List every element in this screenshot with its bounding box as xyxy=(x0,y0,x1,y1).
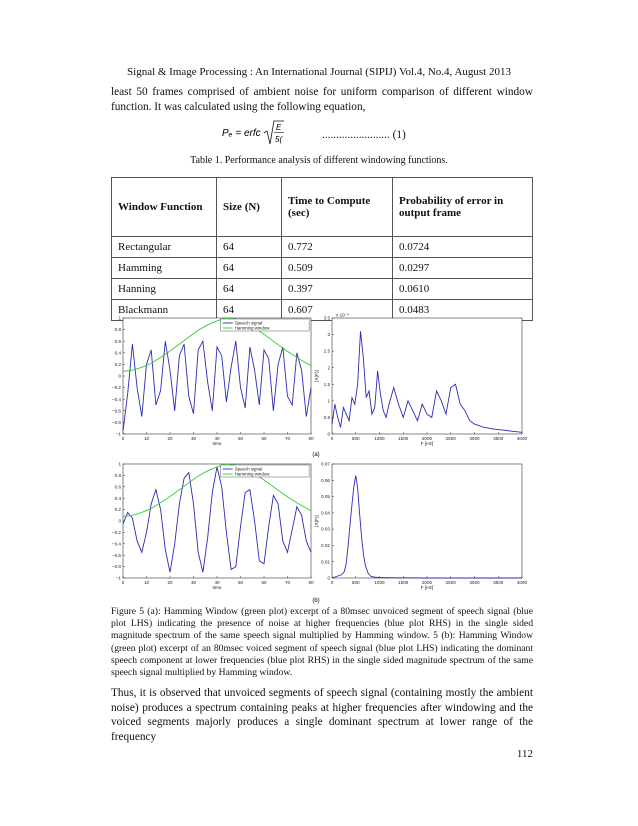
y-tick-label: 1 xyxy=(118,461,121,467)
x-tick-label: 3000 xyxy=(469,580,480,585)
x-tick-label: 1500 xyxy=(398,436,409,441)
x-tick-label: 20 xyxy=(167,436,173,441)
y-tick-label: 0.8 xyxy=(114,327,121,333)
cell-time: 0.509 xyxy=(282,258,393,279)
y-tick-label: 0.05 xyxy=(321,494,330,500)
y-axis-label: |X(F)| xyxy=(315,515,320,527)
figure-5 xyxy=(111,312,531,604)
y-tick-label: 1 xyxy=(327,398,330,404)
y-tick-label: −0.2 xyxy=(111,385,121,391)
x-tick-label: 0 xyxy=(121,436,125,441)
col-time: Time to Compute (sec) xyxy=(282,178,393,237)
x-tick-label: 500 xyxy=(351,580,360,585)
subfig-b-label: (b) xyxy=(312,598,320,604)
x-tick-label: 3500 xyxy=(493,580,504,585)
col-window-function: Window Function xyxy=(112,178,217,237)
x-tick-label: 2500 xyxy=(445,436,456,441)
y-tick-label: −1 xyxy=(115,431,121,437)
y-tick-label: −0.6 xyxy=(111,552,121,558)
x-axis-label: time xyxy=(212,586,222,591)
x-tick-label: 500 xyxy=(351,436,360,441)
y-tick-label: −0.6 xyxy=(111,408,121,414)
y-scale-label: x 10⁻³ xyxy=(336,312,349,318)
y-tick-label: 0.01 xyxy=(321,559,330,565)
x-axis-label: time xyxy=(212,442,222,447)
x-tick-label: 80 xyxy=(308,580,314,585)
y-tick-label: 0.2 xyxy=(114,362,121,367)
x-tick-label: 0 xyxy=(121,580,125,585)
x-tick-label: 20 xyxy=(167,580,173,585)
cell-prob: 0.0297 xyxy=(393,258,533,279)
x-tick-label: 60 xyxy=(261,580,267,585)
running-header: Signal & Image Processing : An International Journal (SIPIJ) Vol.4, No.4, August 2013 xyxy=(127,66,511,78)
equation-1 xyxy=(222,119,284,147)
x-tick-label: 1000 xyxy=(374,436,385,441)
performance-table xyxy=(111,177,533,321)
cell-time: 0.607 xyxy=(282,300,393,321)
y-tick-label: 2 xyxy=(327,365,330,371)
plot-b_freq xyxy=(314,462,528,591)
intro-paragraph: least 50 frames comprised of ambient noise for uniform comparison of different window function. It was calculated using the following equation, xyxy=(111,86,533,113)
x-tick-label: 4000 xyxy=(516,436,528,441)
x-tick-label: 60 xyxy=(261,436,267,441)
y-tick-label: −0.8 xyxy=(111,420,121,425)
x-axis-label: F [Hz] xyxy=(420,586,434,591)
cell-size: 64 xyxy=(217,279,282,300)
x-tick-label: 10 xyxy=(143,580,150,585)
y-tick-label: 0.4 xyxy=(114,350,121,356)
legend-hamming-label: Hamming window xyxy=(234,471,270,477)
plot-frame xyxy=(123,318,311,434)
cell-size: 64 xyxy=(217,258,282,279)
x-tick-label: 4000 xyxy=(516,580,528,585)
page-number: 112 xyxy=(516,748,533,760)
y-tick-label: 2.5 xyxy=(323,348,330,354)
x-tick-label: 3500 xyxy=(493,436,504,441)
x-tick-label: 1500 xyxy=(398,580,409,585)
y-tick-label: 3 xyxy=(327,332,330,338)
x-tick-label: 40 xyxy=(214,580,220,585)
y-tick-label: 0.8 xyxy=(114,473,121,478)
y-tick-label: 0.4 xyxy=(114,495,121,501)
cell-time: 0.397 xyxy=(282,279,393,300)
x-tick-label: 40 xyxy=(214,436,220,441)
y-tick-label: 0.03 xyxy=(321,526,330,532)
table-header-row xyxy=(112,178,533,237)
equation-lhs: Pₑ = erfc xyxy=(222,128,261,139)
cell-window: Rectangular xyxy=(112,237,217,258)
cell-prob: 0.0610 xyxy=(393,279,533,300)
y-tick-label: −0.4 xyxy=(111,396,121,402)
subfig-a-label: (a) xyxy=(312,452,320,458)
cell-window: Hanning xyxy=(112,279,217,300)
x-tick-label: 0 xyxy=(330,580,334,585)
y-tick-label: 0 xyxy=(327,575,330,581)
plot-frame xyxy=(123,464,311,578)
legend-speech-label: Speech signal xyxy=(234,466,263,472)
x-tick-label: 30 xyxy=(190,580,197,585)
legend-hamming-label: Hamming window xyxy=(234,325,270,331)
cell-prob: 0.0483 xyxy=(393,300,533,321)
cell-prob: 0.0724 xyxy=(393,237,533,258)
cell-time: 0.772 xyxy=(282,237,393,258)
col-probability: Probability of error in output frame xyxy=(393,178,533,237)
y-tick-label: 0.04 xyxy=(321,510,330,516)
x-tick-label: 2500 xyxy=(445,580,456,585)
plot-a_time xyxy=(112,316,314,447)
body-paragraph: Thus, it is observed that unvoiced segments of speech signal (containing mostly the ambient noise) produces a spectrum containing peaks at higher frequencies after windowing and the voiced segments majorly produces a single dominant spectrum at lower range of the frequency xyxy=(111,687,533,743)
col-size: Size (N) xyxy=(217,178,282,237)
x-tick-label: 0 xyxy=(330,436,334,441)
table-caption: Table 1. Performance analysis of different windowing functions. xyxy=(190,155,448,166)
equation-numerator: E xyxy=(276,123,282,132)
x-tick-label: 10 xyxy=(143,436,150,441)
y-tick-label: 0.6 xyxy=(114,484,121,490)
x-tick-label: 2000 xyxy=(421,580,433,585)
y-tick-label: 0 xyxy=(118,518,121,524)
x-axis-label: F [Hz] xyxy=(420,442,434,447)
x-tick-label: 80 xyxy=(308,436,314,441)
y-tick-label: 0 xyxy=(118,373,121,379)
legend-speech-label: Speech signal xyxy=(234,320,263,326)
table-row xyxy=(112,258,533,279)
cell-window: Blackmann xyxy=(112,300,217,321)
equation-number: ........................ (1) xyxy=(322,129,406,141)
y-axis-label: |X(F)| xyxy=(315,370,320,382)
y-tick-label: −1 xyxy=(115,575,121,581)
table-row xyxy=(112,237,533,258)
y-tick-label: 0.5 xyxy=(323,415,330,421)
y-tick-label: −0.2 xyxy=(111,530,121,535)
x-tick-label: 2000 xyxy=(421,436,433,441)
y-tick-label: −0.4 xyxy=(111,541,121,547)
y-tick-label: 0.2 xyxy=(114,507,121,513)
cell-size: 64 xyxy=(217,237,282,258)
x-tick-label: 1000 xyxy=(374,580,385,585)
cell-size: 64 xyxy=(217,300,282,321)
cell-window: Hamming xyxy=(112,258,217,279)
y-tick-label: 0.02 xyxy=(321,543,330,549)
y-tick-label: 0.06 xyxy=(321,477,330,483)
y-tick-label: −0.8 xyxy=(111,564,121,570)
y-tick-label: 1.5 xyxy=(323,381,330,387)
y-tick-label: 0.07 xyxy=(321,461,330,467)
x-tick-label: 70 xyxy=(284,580,291,585)
x-tick-label: 50 xyxy=(237,580,244,585)
y-tick-label: 0 xyxy=(327,431,330,437)
y-tick-label: 3.5 xyxy=(323,315,330,321)
y-tick-label: 0.6 xyxy=(114,338,121,344)
x-tick-label: 3000 xyxy=(469,436,480,441)
x-tick-label: 70 xyxy=(284,436,291,441)
plot-b_time xyxy=(112,462,314,591)
x-tick-label: 50 xyxy=(237,436,244,441)
table-row xyxy=(112,279,533,300)
equation-denominator: 5( xyxy=(275,135,283,144)
y-tick-label: 1 xyxy=(118,315,121,321)
figure-caption: Figure 5 (a): Hamming Window (green plot) excerpt of a 80msec unvoiced segment of speech signal (blue plot LHS) indicating the presence of noise at higher frequencies (blue plot RHS) in the single sided magnitude spectrum of the same speech signal multiplied by Hamming window. 5 (b): Hamming Window (green plot) excerpt of an 80msec voiced segment of speech signal (blue plot LHS) indicating the dominant speech component at lower frequencies (blue plot RHS) in the single sided magnitude spectrum of the same speech signal multiplied by Hamming window. xyxy=(111,606,533,679)
plot-a_freq xyxy=(314,313,528,448)
x-tick-label: 30 xyxy=(190,436,197,441)
